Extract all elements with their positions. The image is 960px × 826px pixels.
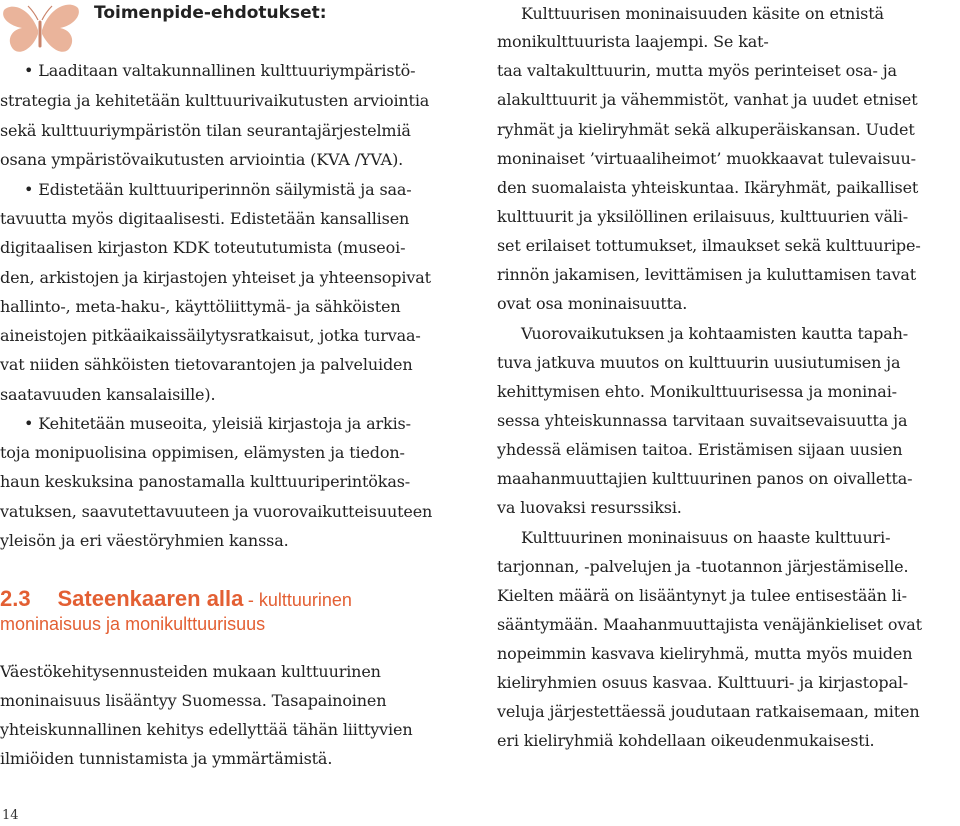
section-heading xyxy=(0,586,352,612)
box-title: Toimenpide-ehdotukset: xyxy=(94,3,327,23)
butterfly-icon xyxy=(0,0,82,58)
paragraph-line: va luovaksi resurssiksi. xyxy=(497,498,682,517)
paragraph-line: Väestökehitysennusteiden mukaan kulttuurinen xyxy=(0,662,381,681)
paragraph-line: monikulttuurista laajempi. Se kat- xyxy=(497,32,769,51)
box-line: toja monipuolisina oppimisen, elämysten ja tiedon- xyxy=(0,443,405,462)
paragraph-line: Kulttuurinen moninaisuus on haaste kulttuuri- xyxy=(521,528,891,547)
box-line: haun keskuksina panostamalla kulttuuriperintökas- xyxy=(0,472,411,491)
paragraph-line: sessa yhteiskunnassa tarvitaan suvaitsevaisuutta ja xyxy=(497,411,908,430)
paragraph-line: nopeimmin kasvava kieliryhmä, mutta myös muiden xyxy=(497,644,913,663)
paragraph-line: tarjonnan, -palvelujen ja -tuotannon järjestämiselle. xyxy=(497,557,909,576)
paragraph-line: moninaisuus lisääntyy Suomessa. Tasapainoinen xyxy=(0,691,387,710)
paragraph-line: moninaiset ’virtuaaliheimot’ muokkaavat tulevaisuu- xyxy=(497,149,916,168)
box-line: hallinto-, meta-haku-, käyttöliittymä- ja sähköisten xyxy=(0,297,401,316)
section-subtitle: - kulttuurinen xyxy=(247,590,352,610)
paragraph-line: tuva jatkuva muutos on kulttuurin uusiutumisen ja xyxy=(497,353,901,372)
paragraph-line: sääntymään. Maahanmuuttajista venäjänkieliset ovat xyxy=(497,615,922,634)
box-line: saatavuuden kansalaisille). xyxy=(0,385,216,404)
paragraph-line: kulttuurit ja yksilöllinen erilaisuus, kulttuurien väli- xyxy=(497,207,909,226)
section-number: 2.3 xyxy=(0,586,31,611)
paragraph-line: taa valtakulttuurin, mutta myös perinteiset osa- ja xyxy=(497,61,897,80)
section-subtitle-line2: moninaisuus ja monikulttuurisuus xyxy=(0,614,266,634)
paragraph-line: yhteiskunnallinen kehitys edellyttää tähän liittyvien xyxy=(0,720,413,739)
paragraph-line: rinnön jakamisen, levittämisen ja kuluttamisen tavat xyxy=(497,265,917,284)
paragraph-line: ovat osa moninaisuutta. xyxy=(497,294,688,313)
box-line: osana ympäristövaikutusten arviointia (KVA /YVA). xyxy=(0,150,404,169)
box-line: vat niiden sähköisten tietovarantojen ja palveluiden xyxy=(0,355,413,374)
paragraph-line: ryhmät ja kieliryhmät sekä alkuperäiskansan. Uudet xyxy=(497,120,915,139)
paragraph-line: Kulttuurisen moninaisuuden käsite on etnistä xyxy=(521,4,884,23)
paragraph-line: Kielten määrä on lisääntynyt ja tulee entisestään li- xyxy=(497,586,907,605)
paragraph-line: kieliryhmien osuus kasvaa. Kulttuuri- ja kirjastopal- xyxy=(497,673,909,692)
box-line: aineistojen pitkäaikaissäilytysratkaisut, jotka turvaa- xyxy=(0,326,421,345)
paragraph-line: yhdessä elämisen taitoa. Eristämisen sijaan uusien xyxy=(497,440,903,459)
box-line: tavuutta myös digitaalisesti. Edistetään kansallisen xyxy=(0,209,410,228)
page-number: 14 xyxy=(2,808,19,823)
section-title: Sateenkaaren alla xyxy=(57,586,244,611)
paragraph-line: alakulttuurit ja vähemmistöt, vanhat ja uudet etniset xyxy=(497,90,918,109)
paragraph-line: veluja järjestettäessä joudutaan ratkaisemaan, miten xyxy=(497,702,920,721)
box-line: sekä kulttuuriympäristön tilan seurantajärjestelmiä xyxy=(0,121,411,140)
box-line: • Laaditaan valtakunnallinen kulttuuriympäristö- xyxy=(24,61,416,80)
paragraph-line: set erilaiset tottumukset, ilmaukset sekä kulttuuripe- xyxy=(497,236,921,255)
paragraph-line: kehittymisen ehto. Monikulttuurisessa ja moninai- xyxy=(497,382,897,401)
box-line: • Kehitetään museoita, yleisiä kirjastoja ja arkis- xyxy=(24,414,411,433)
paragraph-line: eri kieliryhmiä kohdellaan oikeudenmukaisesti. xyxy=(497,731,875,750)
paragraph-line: Vuorovaikutuksen ja kohtaamisten kautta tapah- xyxy=(521,324,909,343)
box-line: strategia ja kehitetään kulttuurivaikutusten arviointia xyxy=(0,91,430,110)
box-line: digitaalisen kirjaston KDK toteututumista (museoi- xyxy=(0,238,406,257)
paragraph-line: den suomalaista yhteiskuntaa. Ikäryhmät, paikalliset xyxy=(497,178,919,197)
paragraph-line: maahanmuuttajien kulttuurinen panos on oivalletta- xyxy=(497,469,913,488)
box-line: • Edistetään kulttuuriperinnön säilymistä ja saa- xyxy=(24,180,412,199)
box-line: vatuksen, saavutettavuuteen ja vuorovaikutteisuuteen xyxy=(0,502,433,521)
box-line: den, arkistojen ja kirjastojen yhteiset ja yhteensopivat xyxy=(0,268,431,287)
box-line: yleisön ja eri väestöryhmien kanssa. xyxy=(0,531,289,550)
paragraph-line: ilmiöiden tunnistamista ja ymmärtämistä. xyxy=(0,749,333,768)
